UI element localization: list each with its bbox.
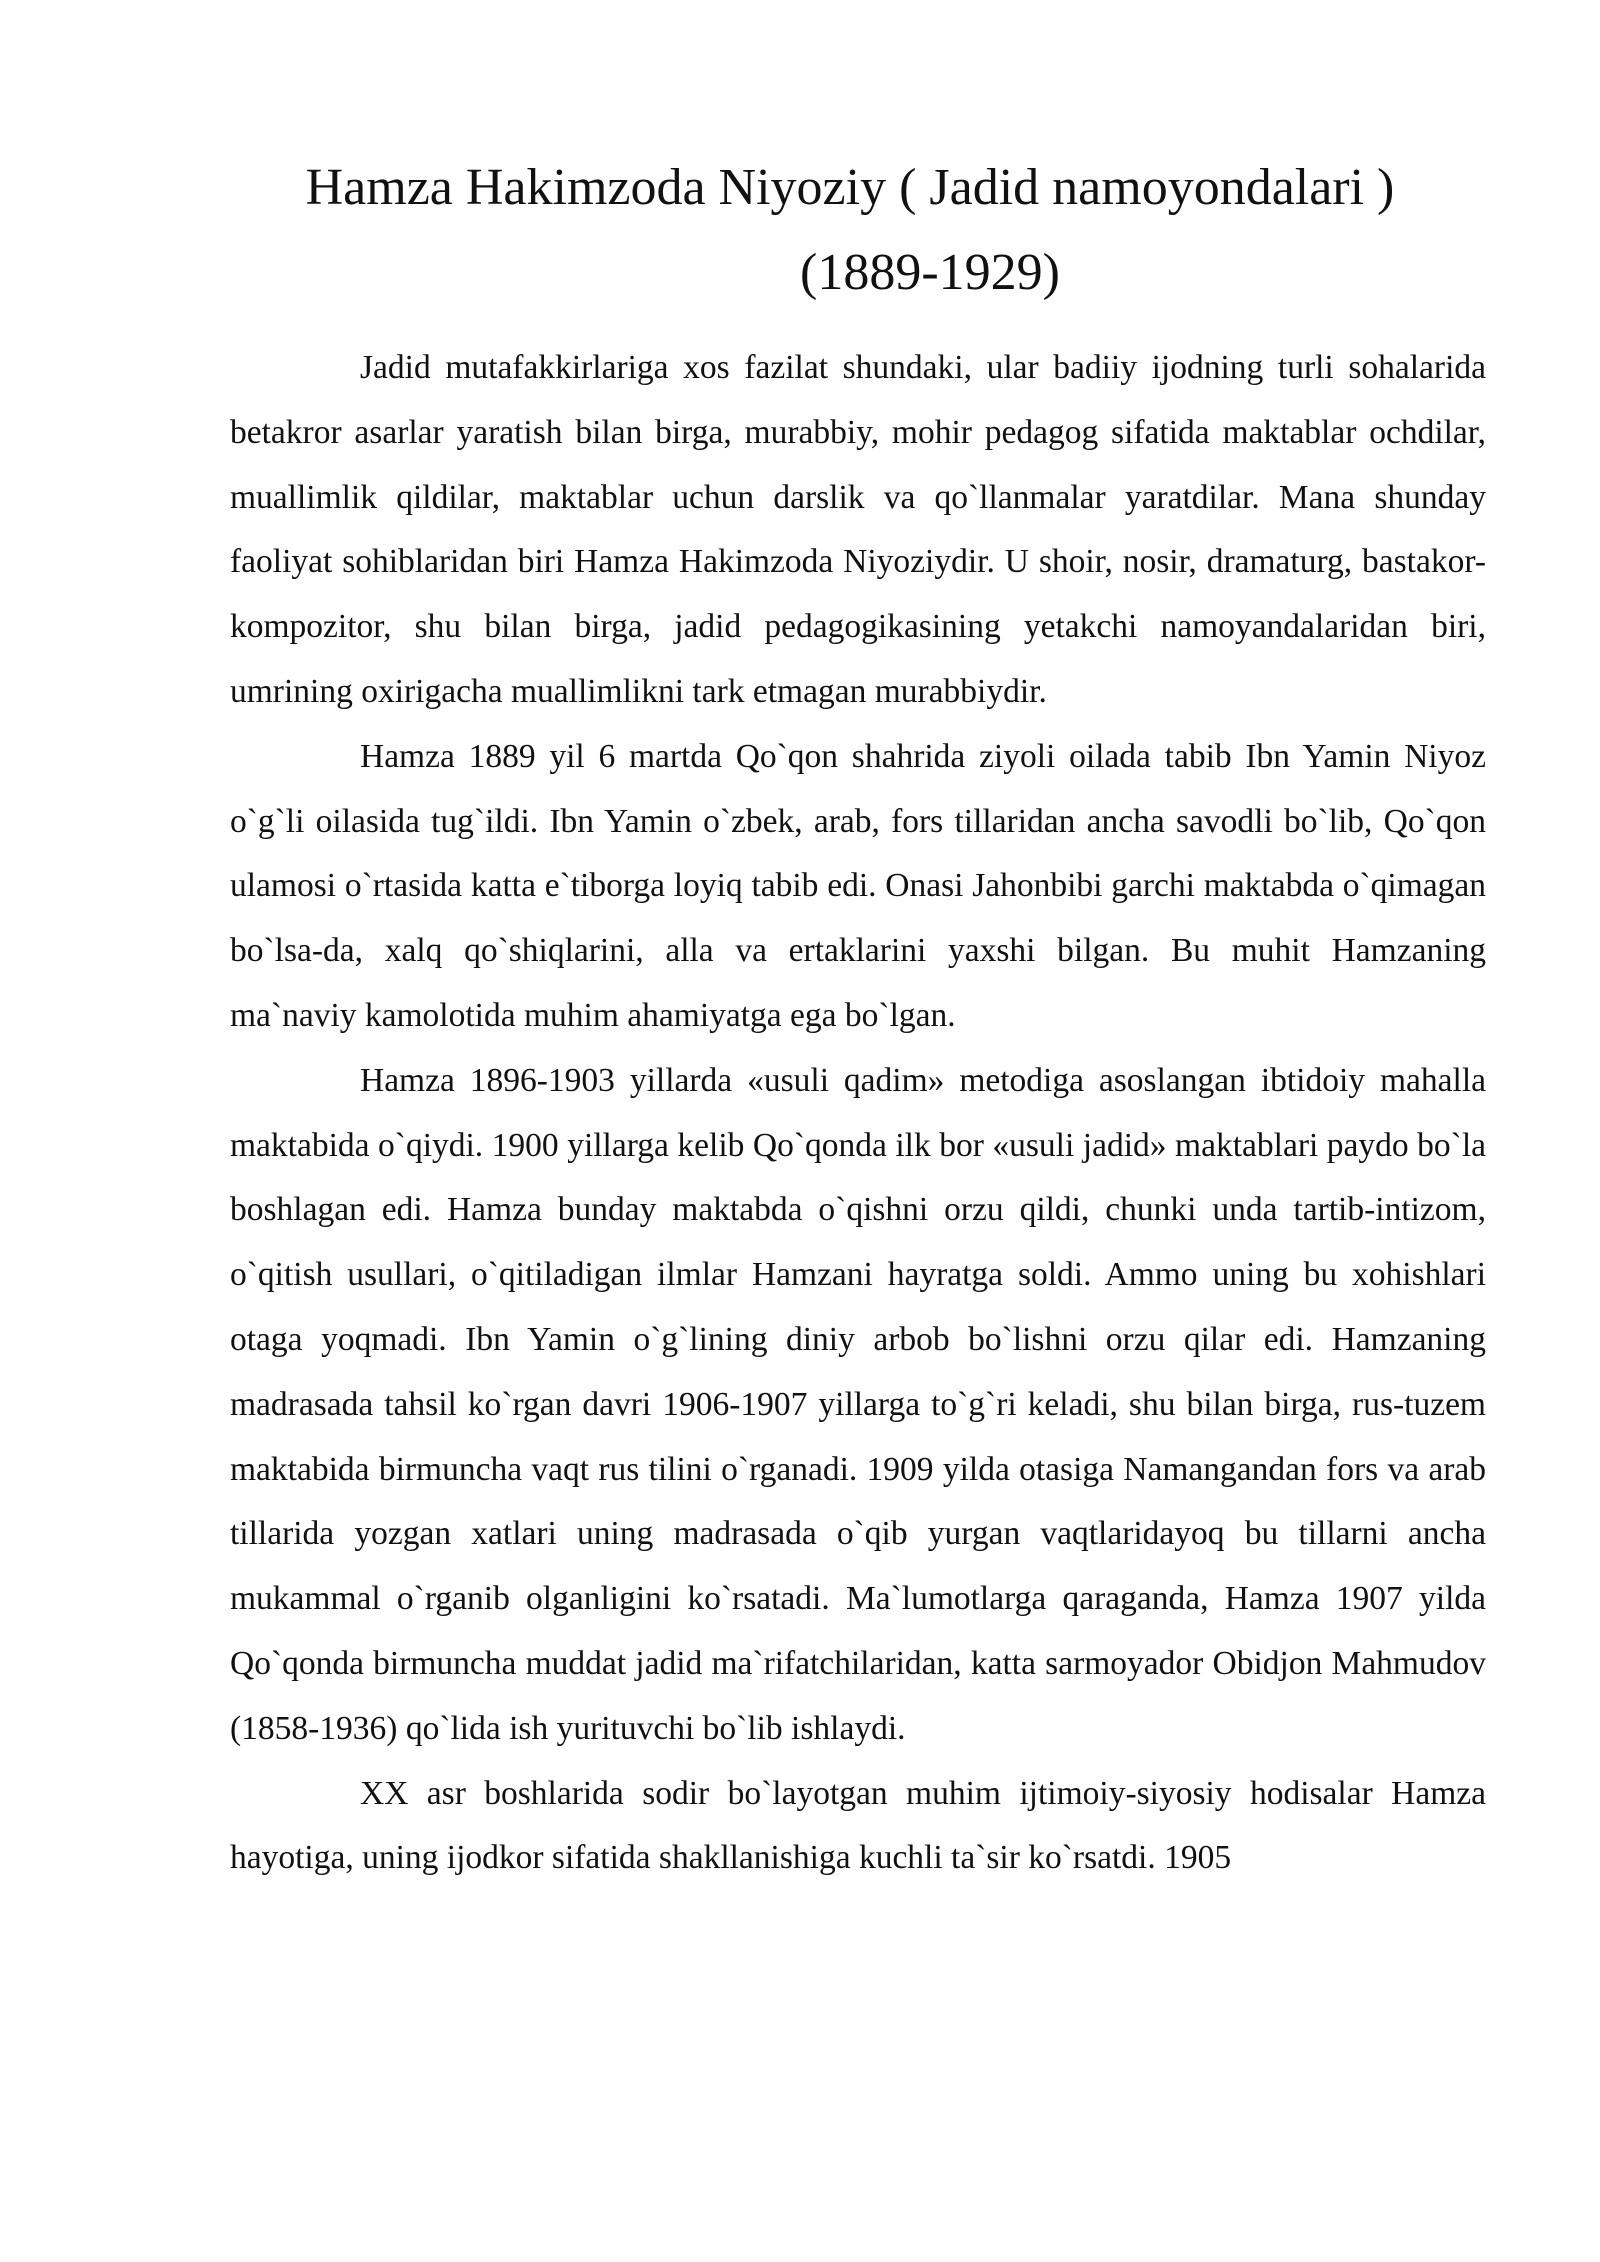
page-title: Hamza Hakimzoda Niyoziy ( Jadid namoyondalari ) [305, 159, 1395, 216]
document-body [230, 336, 1486, 1891]
paragraph: Hamza 1896-1903 yillarda «usuli qadim» metodiga asoslangan ibtidoiy mahalla maktabida o`qiydi. 1900 yillarga kelib Qo`qonda ilk bor «usuli jadid» maktablari paydo bo`la boshlagan edi. Hamza bunday maktabda o`qishni orzu qildi, chunki unda tartib-intizom, o`qitish usullari, o`qitiladigan ilmlar Hamzani hayratga soldi. Ammo uning bu xohishlari otaga yoqmadi. Ibn Yamin o`g`lining diniy arbob bo`lishni orzu qilar edi. Hamzaning madrasada tahsil ko`rgan davri 1906-1907 yillarga to`g`ri keladi, shu bilan birga, rus-tuzem maktabida birmuncha vaqt rus tilini o`rganadi. 1909 yilda otasiga Namangandan fors va arab tillarida yozgan xatlari uning madrasada o`qib yurgan vaqtlaridayoq bu tillarni ancha mukammal o`rganib olganligini ko`rsatadi. Ma`lumotlarga qaraganda, Hamza 1907 yilda Qo`qonda birmuncha muddat jadid ma`rifatchilaridan, katta sarmoyador Obidjon Mahmudov (1858-1936) qo`lida ish yurituvchi bo`lib ishlaydi. [230, 1061, 1486, 1747]
paragraph: XX asr boshlarida sodir bo`layotgan muhim ijtimoiy-siyosiy hodisalar Hamza hayotiga, uning ijodkor sifatida shakllanishiga kuchli ta`sir ko`rsatdi. 1905 [230, 1774, 1486, 1877]
paragraph: Jadid mutafakkirlariga xos fazilat shundaki, ular badiiy ijodning turli sohalarida betakror asarlar yaratish bilan birga, murabbiy, mohir pedagog sifatida maktablar ochdilar, muallimlik qildilar, maktablar uchun darslik va qo`llanmalar yaratdilar. Mana shunday faoliyat sohiblaridan biri Hamza Hakimzoda Niyoziydir. U shoir, nosir, dramaturg, bastakor-kompozitor, shu bilan birga, jadid pedagogikasining yetakchi namoyandalaridan biri, umrining oxirigacha muallimlikni tark etmagan murabbiydir. [230, 349, 1486, 710]
page-title-dates: (1889-1929) [800, 244, 1060, 301]
paragraph: Hamza 1889 yil 6 martda Qo`qon shahrida ziyoli oilada tabib Ibn Yamin Niyoz o`g`li oilasida tug`ildi. Ibn Yamin o`zbek, arab, fors tillaridan ancha savodli bo`lib, Qo`qon ulamosi o`rtasida katta e`tiborga loyiq tabib edi. Onasi Jahonbibi garchi maktabda o`qimagan bo`lsa-da, xalq qo`shiqlarini, alla va ertaklarini yaxshi bilgan. Bu muhit Hamzaning ma`naviy kamolotida muhim ahamiyatga ega bo`lgan. [230, 737, 1486, 1034]
